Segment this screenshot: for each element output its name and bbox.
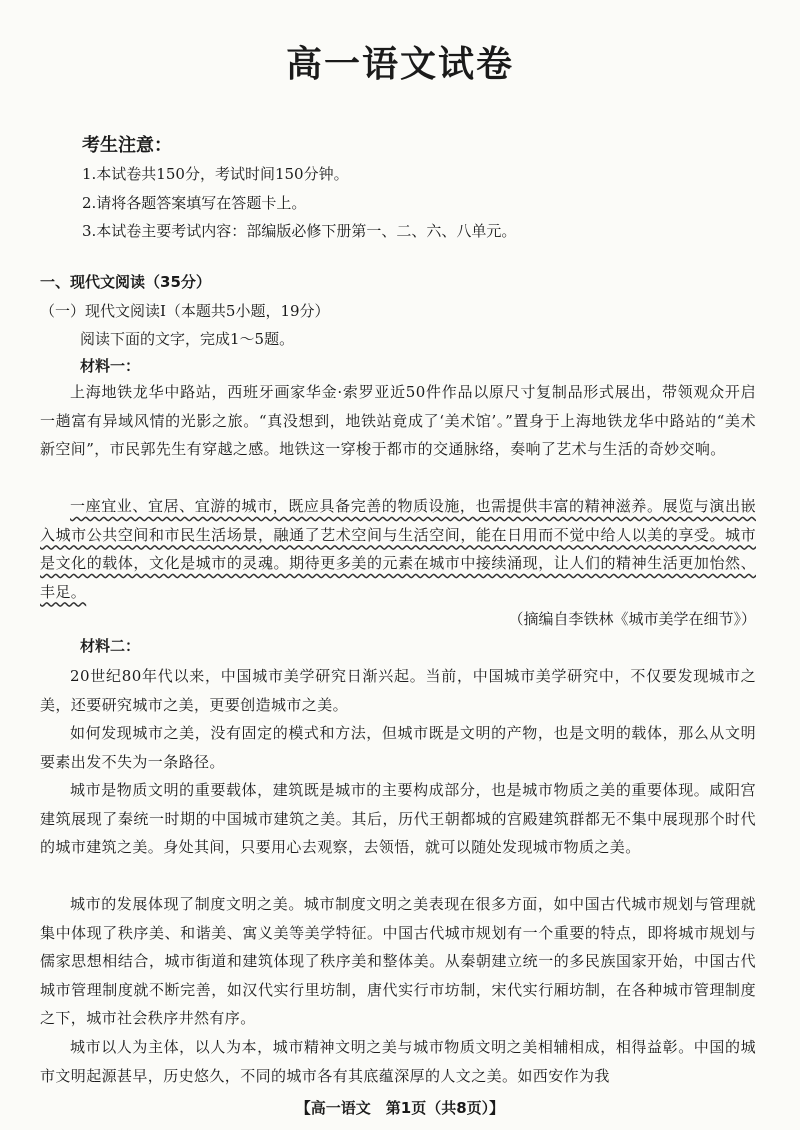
material2-paragraph: 20世纪80年代以来，中国城市美学研究日渐兴起。当前，中国城市美学研究中，不仅要发现城市之美，还要研究城市之美，更要创造城市之美。 bbox=[40, 667, 756, 714]
material-label: 材料一： bbox=[80, 357, 141, 375]
notice-item: 1.本试卷共150分，考试时间150分钟。 bbox=[82, 165, 349, 183]
material2-paragraph: 城市以人为主体，以人为本，城市精神文明之美与城市物质文明之美相辅相成，相得益彰。中国的城市文明起源甚早，历史悠久，不同的城市各有其底蕴深厚的人文之美。如西安作为我 bbox=[40, 1038, 756, 1085]
material2-paragraph: 如何发现城市之美，没有固定的模式和方法，但城市既是文明的产物，也是文明的载体，那么从文明要素出发不失为一条路径。 bbox=[40, 724, 756, 771]
notice-heading: 考生注意： bbox=[82, 135, 172, 156]
page-footer: 【高一语文 第1页（共8页）】 bbox=[295, 1099, 505, 1117]
notice-item: 3.本试卷主要考试内容：部编版必修下册第一、二、六、八单元。 bbox=[82, 222, 517, 240]
material2-paragraph: 城市是物质文明的重要载体，建筑既是城市的主要构成部分，也是城市物质之美的重要体现。咸阳宫建筑展现了秦统一时期的中国城市建筑之美。其后，历代王朝都城的宫殿建筑群都无不集中展现那个时代的城市建筑之美。身处其间，只要用心去观察，去领悟，就可以随处发现城市物质之美。 bbox=[40, 781, 756, 856]
subsection-heading: （一）现代文阅读Ⅰ（本题共5小题，19分） bbox=[40, 302, 330, 320]
material1-paragraph: 上海地铁龙华中路站，西班牙画家华金·索罗亚近50件作品以原尺寸复制品形式展出，带领观众开启一趟富有异域风情的光影之旅。“真没想到，地铁站竟成了‘美术馆’。”置身于上海地铁龙华中路站的“美术新空间”，市民郭先生有穿越之感。地铁这一穿梭于都市的交通脉络，奏响了艺术与生活的奇妙交响。 bbox=[40, 383, 756, 458]
material-label: 材料二： bbox=[80, 637, 141, 655]
reading-instruction: 阅读下面的文字，完成1～5题。 bbox=[80, 330, 295, 348]
material-source: （摘编自李铁林《城市美学在细节》） bbox=[508, 610, 756, 628]
notice-item: 2.请将各题答案填写在答题卡上。 bbox=[82, 194, 307, 212]
section-heading: 一、现代文阅读（35分） bbox=[40, 273, 211, 291]
page-title: 高一语文试卷 bbox=[285, 44, 514, 85]
material2-paragraph: 城市的发展体现了制度文明之美。城市制度文明之美表现在很多方面，如中国古代城市规划与管理就集中体现了秩序美、和谐美、寓义美等美学特征。中国古代城市规划有一个重要的特点，即将城市规划与儒家思想相结合，城市街道和建筑体现了秩序美和整体美。从秦朝建立统一的多民族国家开始，中国古代城市管理制度就不断完善，如汉代实行里坊制，唐代实行市坊制，宋代实行厢坊制，在各种城市管理制度之下，城市社会秩序井然有序。 bbox=[40, 895, 756, 1027]
underlined-text: 一座宜业、宜居、宜游的城市，既应具备完善的物质设施，也需提供丰富的精神滋养。展览与演出嵌入城市公共空间和市民生活场景，融通了艺术空间与生活空间，能在日用而不觉中给人以美的享受。城市是文化的载体，文化是城市的灵魂。期待更多美的元素在城市中接续涌现，让人们的精神生活更加怡然、丰足。 bbox=[40, 497, 756, 601]
material1-paragraph-underlined bbox=[40, 492, 756, 606]
